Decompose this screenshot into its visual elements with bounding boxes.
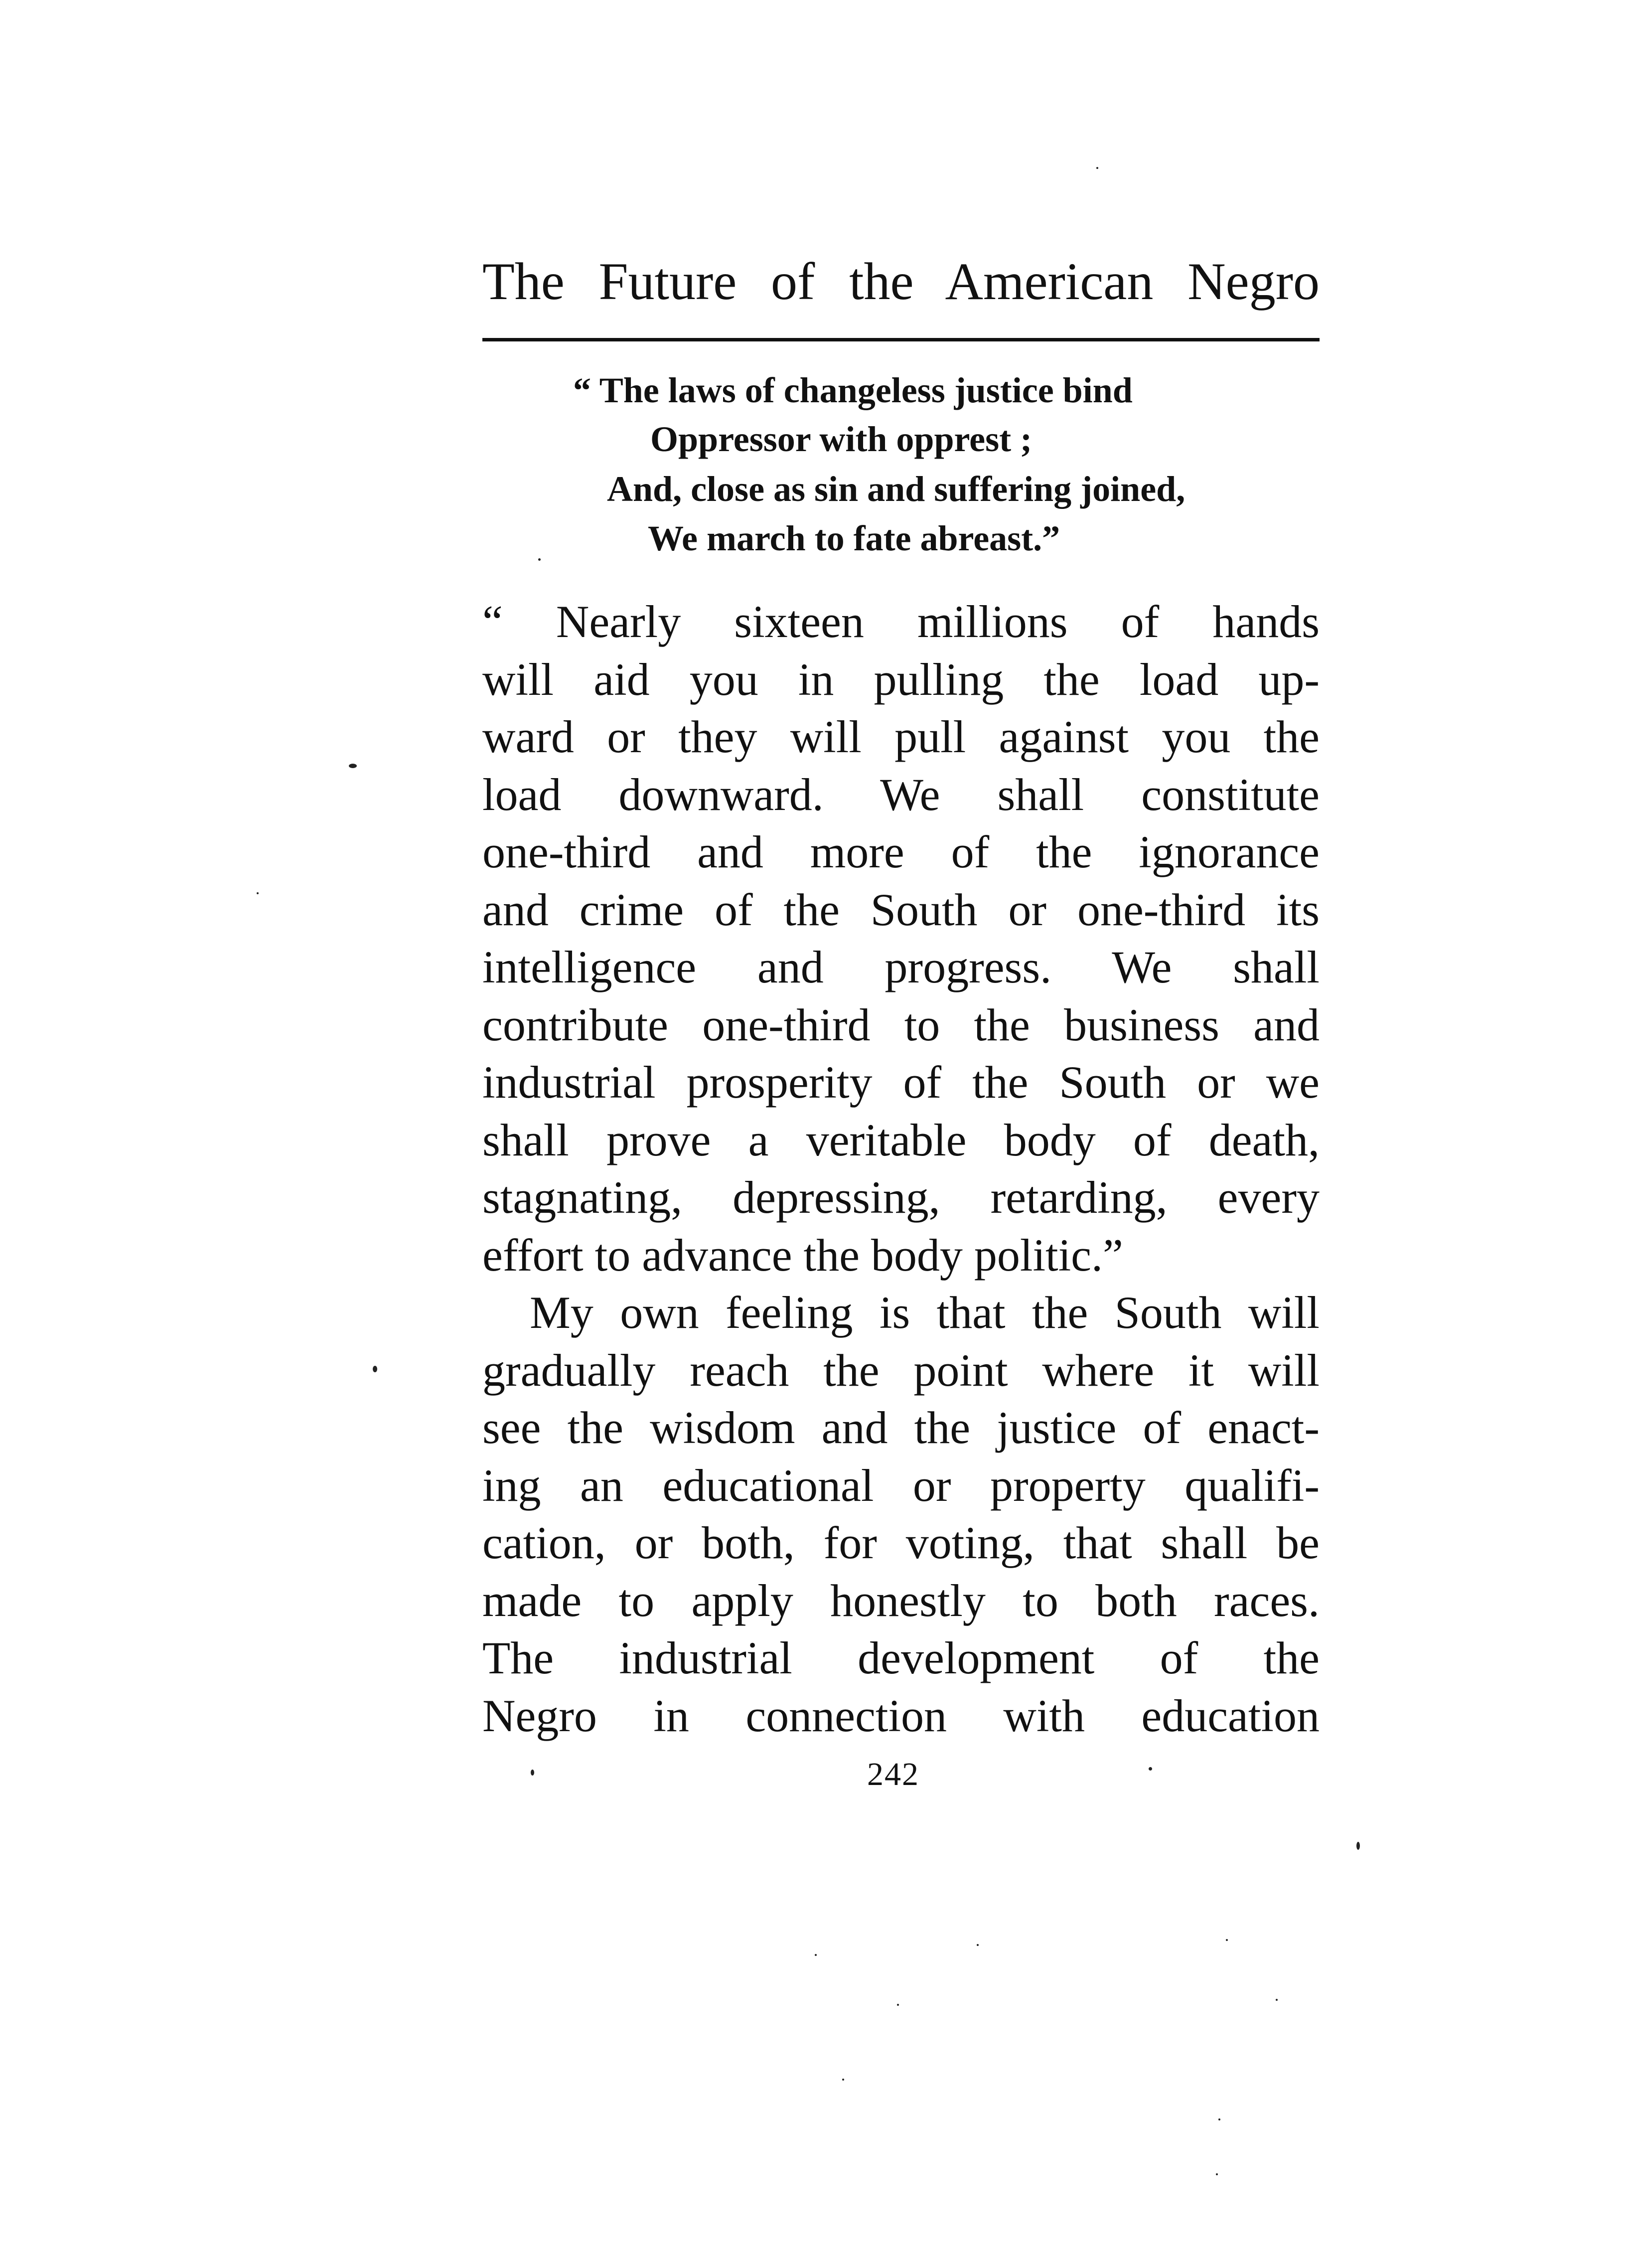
body-line: effort to advance the body politic.”: [482, 1229, 1123, 1281]
scan-speck: [1356, 1842, 1360, 1850]
body-line: stagnating, depressing, retarding, every: [482, 1172, 1320, 1223]
scan-speck: [815, 1954, 817, 1956]
body-line: see the wisdom and the justice of enact-: [482, 1402, 1320, 1453]
scan-speck: [349, 764, 357, 768]
verse-line-3: And, close as sin and suffering joined,: [607, 469, 1185, 509]
scan-speck: [1096, 167, 1098, 169]
body-line: cation, or both, for voting, that shall be: [482, 1517, 1320, 1568]
body-line: will aid you in pulling the load up-: [482, 653, 1320, 705]
body-line: contribute one-third to the business and: [482, 999, 1320, 1050]
scan-speck: [977, 1944, 979, 1946]
body-line: one-third and more of the ignorance: [482, 826, 1320, 877]
scan-speck: [897, 2004, 899, 2006]
body-line: Negro in connection with education: [482, 1690, 1320, 1741]
body-line: “ Nearly sixteen millions of hands: [482, 596, 1320, 647]
body-line: ward or they will pull against you the: [482, 711, 1320, 762]
scan-speck: [1218, 2118, 1220, 2120]
scan-speck: [538, 558, 541, 561]
body-line: made to apply honestly to both races.: [482, 1575, 1320, 1626]
running-head: The Future of the American Negro: [482, 252, 1320, 311]
body-line: and crime of the South or one-third its: [482, 884, 1320, 935]
body-text: [482, 593, 1320, 1745]
scan-speck: [842, 2079, 844, 2081]
body-line: intelligence and progress. We shall: [482, 942, 1320, 992]
scan-speck: [1216, 2173, 1218, 2175]
header-rule: [482, 338, 1320, 341]
verse-line-2: Oppressor with opprest ;: [650, 419, 1033, 459]
page-number: 242: [867, 1756, 919, 1792]
scan-speck: [1226, 1939, 1228, 1941]
scan-speck: [373, 1366, 377, 1372]
body-line: gradually reach the point where it will: [482, 1344, 1320, 1396]
body-line: ing an educational or property qualifi-: [482, 1459, 1320, 1511]
scan-speck: [257, 892, 259, 894]
verse-line-1: “ The laws of changeless justice bind: [573, 370, 1133, 410]
body-line: shall prove a veritable body of death,: [482, 1114, 1320, 1165]
scan-speck: [531, 1770, 534, 1776]
body-line: The industrial development of the: [482, 1632, 1320, 1683]
body-line: My own feeling is that the South will: [530, 1287, 1320, 1338]
body-line: industrial prosperity of the South or we: [482, 1057, 1320, 1108]
verse-line-4: We march to fate abreast.”: [648, 518, 1060, 558]
body-line: load downward. We shall constitute: [482, 769, 1320, 820]
scan-speck: [1149, 1767, 1152, 1771]
scan-speck: [1276, 1999, 1278, 2001]
